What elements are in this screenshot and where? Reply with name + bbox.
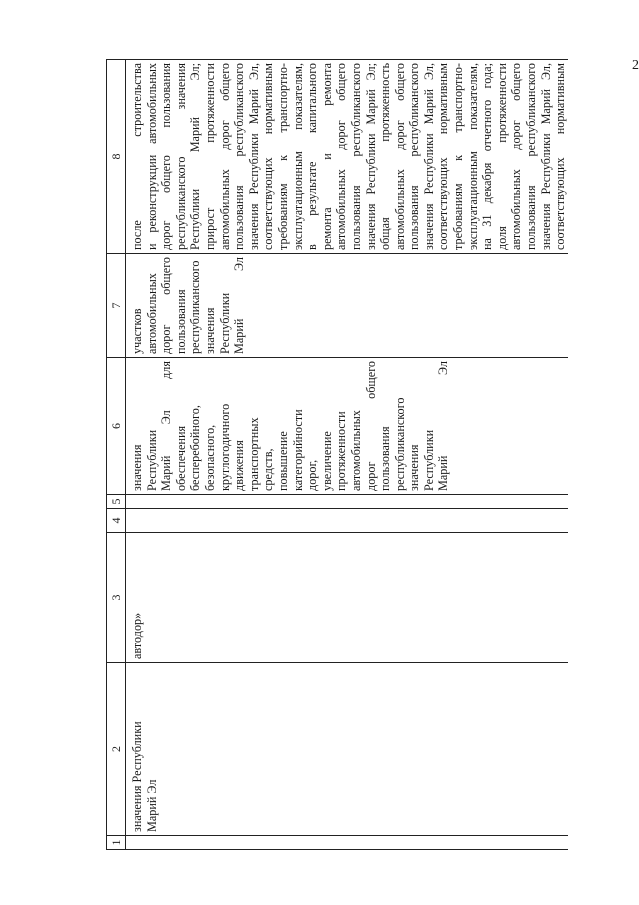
col-header-8: 8 (107, 60, 126, 254)
cell-col8 (126, 60, 568, 254)
cell-line: соответствующих нормативным (436, 63, 451, 250)
cell-line: в результате капитального (305, 63, 320, 250)
cell-line: пользования республиканского (407, 63, 422, 250)
col-header-7: 7 (107, 254, 126, 358)
cell-line: пользования (378, 426, 393, 491)
cell-line: общая протяженность (378, 63, 393, 250)
cell-col4 (126, 509, 568, 533)
cell-line: значения Республики Марий Эл; (363, 63, 378, 250)
cell-line: значения Республики Марий Эл, (246, 63, 261, 250)
cell-col2 (126, 663, 568, 836)
cell-line: обеспечения (173, 425, 188, 491)
cell-line: дорог, (305, 459, 320, 491)
cell-line: значения Республики Марий Эл, (538, 63, 553, 250)
data-table (106, 59, 568, 850)
cell-line: Республики (144, 429, 159, 491)
table-row (126, 60, 568, 850)
cell-line: и реконструкции автомобильных (144, 63, 159, 250)
cell-line: пользования (173, 289, 188, 354)
cell-line: значения Республики Марий Эл, (421, 63, 436, 250)
col-header-5: 5 (107, 495, 126, 509)
cell-line: дорог общего (363, 361, 378, 491)
cell-line: средств, (261, 448, 276, 491)
cell-line: повышение (275, 431, 290, 491)
cell-line: требованиям к транспортно- (451, 63, 466, 250)
cell-line: пользования республиканского (348, 63, 363, 250)
cell-line: после строительства (130, 63, 144, 250)
cell-line: Марий Эл (144, 779, 159, 832)
cell-line: автомобильных дорог общего (392, 63, 407, 250)
cell-line: Республики (217, 292, 232, 354)
cell-line: требованиям к транспортно- (275, 63, 290, 250)
cell-line: автодор» (130, 612, 144, 659)
cell-line: автомобильных дорог общего (334, 63, 349, 250)
page-number: 2 (632, 58, 639, 73)
cell-line: участков (130, 308, 144, 354)
cell-line: эксплуатационным показателям, (465, 63, 480, 250)
cell-line: движения (232, 440, 247, 491)
cell-line: безопасного, (202, 424, 217, 491)
cell-line: республиканского (188, 260, 203, 354)
cell-line: дорог общего пользования (159, 63, 174, 250)
col-header-6: 6 (107, 358, 126, 495)
col-header-3: 3 (107, 533, 126, 663)
cell-line: прирост протяженности (202, 63, 217, 250)
cell-line: пользования республиканского (524, 63, 539, 250)
cell-line: Марий Эл (436, 361, 451, 491)
col-header-4: 4 (107, 509, 126, 533)
header-row (107, 60, 126, 850)
cell-line: на 31 декабря отчетного года; (480, 63, 495, 250)
cell-line: бесперебойного, (188, 405, 203, 491)
cell-line: протяженности (334, 411, 349, 491)
cell-line: Марий Эл (232, 257, 247, 354)
cell-line: круглогодичного (217, 403, 232, 491)
cell-line: ремонта и ремонта (319, 63, 334, 250)
cell-line: Марий Эл для (159, 361, 174, 491)
rotated-table-container (106, 60, 568, 850)
cell-col3 (126, 533, 568, 663)
cell-line: транспортных (246, 417, 261, 491)
cell-col5 (126, 495, 568, 509)
cell-line: эксплуатационным показателям, (290, 63, 305, 250)
cell-line: автомобильных (144, 273, 159, 354)
cell-line: значения (130, 444, 144, 491)
cell-line: пользования республиканского (232, 63, 247, 250)
cell-line: значения Республики (130, 721, 144, 832)
cell-line: автомобильных дорог общего (217, 63, 232, 250)
cell-col6 (126, 358, 568, 495)
cell-line: дорог общего (159, 257, 174, 354)
cell-line: увеличение (319, 431, 334, 491)
cell-line: республиканского (392, 397, 407, 491)
cell-line: категорийности (290, 409, 305, 491)
cell-col7 (126, 254, 568, 358)
cell-line: Республики (421, 429, 436, 491)
cell-line: соответствующих нормативным (261, 63, 276, 250)
cell-line: доля протяженности (494, 63, 509, 250)
cell-col1 (126, 836, 568, 850)
col-header-1: 1 (107, 836, 126, 850)
cell-line: автомобильных (348, 410, 363, 491)
cell-line: Республики Марий Эл; (188, 63, 203, 250)
cell-line: значения (407, 444, 422, 491)
cell-line: значения (202, 307, 217, 354)
col-header-2: 2 (107, 663, 126, 836)
cell-line: соответствующих нормативным (553, 63, 568, 250)
cell-line: республиканского значения (173, 63, 188, 250)
cell-line: автомобильных дорог общего (509, 63, 524, 250)
